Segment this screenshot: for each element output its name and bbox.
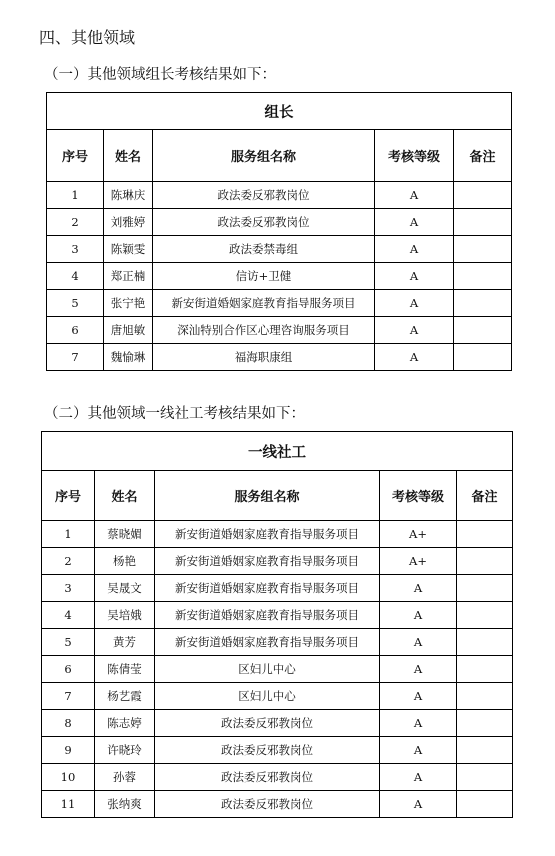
cell-name: 孙蓉 bbox=[95, 764, 155, 791]
cell-grade: A bbox=[380, 629, 457, 656]
cell-remarks bbox=[454, 317, 512, 344]
table-row bbox=[42, 737, 513, 764]
cell-service-group: 政法委反邪教岗位 bbox=[153, 209, 375, 236]
cell-index: 6 bbox=[42, 656, 95, 683]
cell-name: 刘雅婷 bbox=[104, 209, 153, 236]
cell-name: 魏愉琳 bbox=[104, 344, 153, 371]
table-row bbox=[42, 683, 513, 710]
cell-remarks bbox=[457, 791, 513, 818]
cell-remarks bbox=[457, 683, 513, 710]
cell-grade: A bbox=[375, 236, 454, 263]
cell-remarks bbox=[457, 764, 513, 791]
cell-name: 陈志婷 bbox=[95, 710, 155, 737]
workers-table-body bbox=[42, 521, 513, 818]
cell-index: 3 bbox=[47, 236, 104, 263]
cell-index: 7 bbox=[42, 683, 95, 710]
cell-remarks bbox=[454, 209, 512, 236]
table-row bbox=[42, 791, 513, 818]
cell-service-group: 政法委禁毒组 bbox=[153, 236, 375, 263]
table-row bbox=[42, 656, 513, 683]
cell-grade: A bbox=[380, 683, 457, 710]
cell-remarks bbox=[457, 629, 513, 656]
cell-remarks bbox=[457, 521, 513, 548]
cell-index: 2 bbox=[47, 209, 104, 236]
cell-service-group: 新安街道婚姻家庭教育指导服务项目 bbox=[155, 548, 380, 575]
cell-name: 许晓玲 bbox=[95, 737, 155, 764]
table-row bbox=[47, 263, 512, 290]
table-row bbox=[47, 290, 512, 317]
cell-service-group: 深汕特别合作区心理咨询服务项目 bbox=[153, 317, 375, 344]
workers-table bbox=[41, 431, 513, 818]
cell-service-group: 新安街道婚姻家庭教育指导服务项目 bbox=[155, 521, 380, 548]
table-row bbox=[42, 575, 513, 602]
cell-name: 陈琳庆 bbox=[104, 182, 153, 209]
cell-remarks bbox=[457, 710, 513, 737]
cell-index: 1 bbox=[42, 521, 95, 548]
cell-grade: A bbox=[375, 209, 454, 236]
cell-index: 7 bbox=[47, 344, 104, 371]
cell-name: 杨艳 bbox=[95, 548, 155, 575]
cell-grade: A+ bbox=[380, 521, 457, 548]
cell-index: 3 bbox=[42, 575, 95, 602]
column-header-service-group: 服务组名称 bbox=[153, 130, 375, 182]
cell-service-group: 新安街道婚姻家庭教育指导服务项目 bbox=[155, 629, 380, 656]
cell-name: 郑正楠 bbox=[104, 263, 153, 290]
table-row bbox=[47, 344, 512, 371]
cell-index: 11 bbox=[42, 791, 95, 818]
cell-index: 2 bbox=[42, 548, 95, 575]
column-header-remarks: 备注 bbox=[457, 471, 513, 521]
cell-grade: A bbox=[375, 290, 454, 317]
cell-index: 10 bbox=[42, 764, 95, 791]
table-header-row bbox=[42, 471, 513, 521]
cell-grade: A bbox=[380, 575, 457, 602]
cell-service-group: 政法委反邪教岗位 bbox=[155, 791, 380, 818]
cell-index: 9 bbox=[42, 737, 95, 764]
cell-remarks bbox=[454, 236, 512, 263]
cell-grade: A bbox=[380, 764, 457, 791]
cell-remarks bbox=[457, 656, 513, 683]
table-row bbox=[42, 629, 513, 656]
column-header-remarks: 备注 bbox=[454, 130, 512, 182]
table-row bbox=[47, 182, 512, 209]
cell-service-group: 新安街道婚姻家庭教育指导服务项目 bbox=[153, 290, 375, 317]
cell-index: 4 bbox=[42, 602, 95, 629]
column-header-service-group: 服务组名称 bbox=[155, 471, 380, 521]
cell-remarks bbox=[457, 575, 513, 602]
cell-name: 黄芳 bbox=[95, 629, 155, 656]
cell-service-group: 区妇儿中心 bbox=[155, 656, 380, 683]
table-row bbox=[42, 548, 513, 575]
section-heading: 四、其他领域 bbox=[39, 28, 136, 47]
cell-name: 吴培娥 bbox=[95, 602, 155, 629]
cell-service-group: 新安街道婚姻家庭教育指导服务项目 bbox=[155, 575, 380, 602]
cell-index: 1 bbox=[47, 182, 104, 209]
cell-index: 6 bbox=[47, 317, 104, 344]
cell-service-group: 新安街道婚姻家庭教育指导服务项目 bbox=[155, 602, 380, 629]
column-header-grade: 考核等级 bbox=[380, 471, 457, 521]
cell-name: 蔡晓媚 bbox=[95, 521, 155, 548]
cell-remarks bbox=[457, 602, 513, 629]
cell-name: 陈颖雯 bbox=[104, 236, 153, 263]
cell-grade: A+ bbox=[380, 548, 457, 575]
cell-name: 杨艺霞 bbox=[95, 683, 155, 710]
table-row bbox=[47, 209, 512, 236]
cell-grade: A bbox=[375, 317, 454, 344]
leaders-table bbox=[46, 92, 512, 371]
workers-subheading: （二）其他领域一线社工考核结果如下： bbox=[44, 406, 305, 422]
column-header-grade: 考核等级 bbox=[375, 130, 454, 182]
cell-index: 8 bbox=[42, 710, 95, 737]
cell-remarks bbox=[454, 182, 512, 209]
column-header-name: 姓名 bbox=[104, 130, 153, 182]
cell-remarks bbox=[457, 737, 513, 764]
table-row bbox=[47, 236, 512, 263]
cell-name: 吴晟文 bbox=[95, 575, 155, 602]
leaders-table-body bbox=[47, 182, 512, 371]
table-title: 组长 bbox=[47, 93, 512, 130]
cell-grade: A bbox=[380, 737, 457, 764]
cell-service-group: 政法委反邪教岗位 bbox=[155, 764, 380, 791]
cell-name: 张纳爽 bbox=[95, 791, 155, 818]
cell-remarks bbox=[454, 344, 512, 371]
cell-service-group: 政法委反邪教岗位 bbox=[155, 710, 380, 737]
cell-name: 陈倩莹 bbox=[95, 656, 155, 683]
leaders-subheading: （一）其他领域组长考核结果如下： bbox=[44, 67, 276, 83]
cell-service-group: 区妇儿中心 bbox=[155, 683, 380, 710]
table-row bbox=[42, 521, 513, 548]
cell-service-group: 福海职康组 bbox=[153, 344, 375, 371]
table-header-row bbox=[47, 130, 512, 182]
cell-grade: A bbox=[380, 791, 457, 818]
column-header-name: 姓名 bbox=[95, 471, 155, 521]
cell-index: 5 bbox=[42, 629, 95, 656]
table-row bbox=[42, 710, 513, 737]
column-header-index: 序号 bbox=[42, 471, 95, 521]
cell-service-group: 政法委反邪教岗位 bbox=[153, 182, 375, 209]
table-row bbox=[47, 317, 512, 344]
cell-grade: A bbox=[380, 602, 457, 629]
cell-grade: A bbox=[375, 344, 454, 371]
cell-remarks bbox=[454, 290, 512, 317]
cell-remarks bbox=[454, 263, 512, 290]
cell-service-group: 政法委反邪教岗位 bbox=[155, 737, 380, 764]
cell-grade: A bbox=[380, 710, 457, 737]
cell-service-group: 信访+卫健 bbox=[153, 263, 375, 290]
cell-index: 4 bbox=[47, 263, 104, 290]
column-header-index: 序号 bbox=[47, 130, 104, 182]
cell-grade: A bbox=[380, 656, 457, 683]
table-title: 一线社工 bbox=[42, 432, 513, 471]
table-row bbox=[42, 764, 513, 791]
cell-remarks bbox=[457, 548, 513, 575]
cell-name: 张宁艳 bbox=[104, 290, 153, 317]
table-row bbox=[42, 602, 513, 629]
cell-index: 5 bbox=[47, 290, 104, 317]
cell-grade: A bbox=[375, 182, 454, 209]
cell-name: 唐旭敏 bbox=[104, 317, 153, 344]
cell-grade: A bbox=[375, 263, 454, 290]
